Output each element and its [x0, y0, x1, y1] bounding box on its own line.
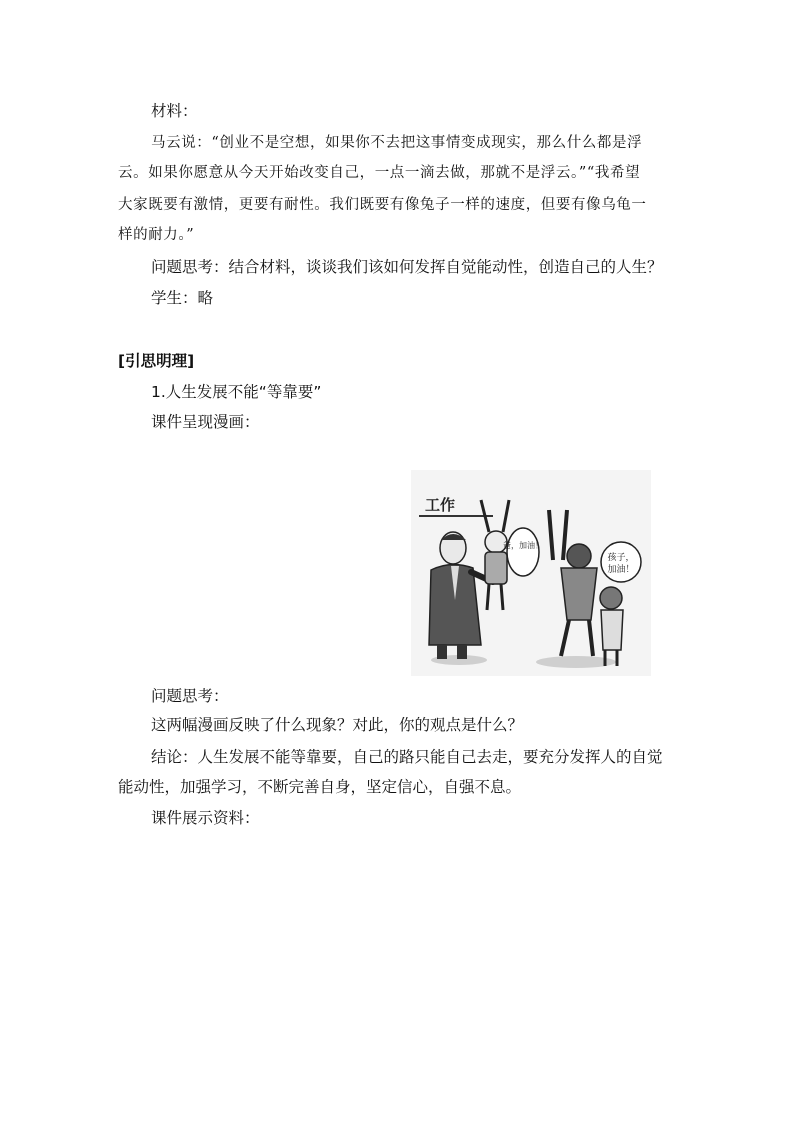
speech-bubble-right-text-2: 加油！ — [607, 565, 635, 575]
section-heading: [引思明理] — [118, 352, 195, 370]
material-label: 材料： — [151, 102, 198, 120]
speech-bubble-right-text-1: 孩子， — [607, 553, 635, 563]
quote-line-2: 云。如果你愿意从今天开始改变自己，一点一滴去做，那就不是浮云。”“我希望 — [118, 165, 641, 181]
comic-illustration — [411, 470, 651, 676]
quote-line-3: 大家既要有激情，更要有耐性。我们既要有像兔子一样的速度，但要有像乌龟一 — [118, 197, 647, 213]
question-think-2: 这两幅漫画反映了什么现象？对此，你的观点是什么？ — [151, 716, 524, 734]
student-answer: 学生：略 — [151, 289, 214, 307]
question-think-1: 问题思考：结合材料，谈谈我们该如何发挥自觉能动性，创造自己的人生？ — [151, 258, 663, 276]
question-label: 问题思考： — [151, 687, 229, 705]
conclusion-line-2: 能动性，加强学习，不断完善自身，坚定信心，自强不息。 — [118, 778, 522, 796]
speech-bubble-left-text: 爸，加油！ — [503, 541, 543, 550]
quote-line-4: 样的耐力。” — [118, 227, 195, 243]
conclusion-line-1: 结论：人生发展不能等靠要，自己的路只能自己去走，要充分发挥人的自觉 — [151, 748, 663, 766]
quote-line-1: 马云说：“创业不是空想，如果你不去把这事情变成现实，那么什么都是浮 — [151, 135, 643, 151]
speech-bubble-left — [507, 528, 539, 576]
courseware-material-label: 课件展示资料： — [151, 809, 260, 827]
courseware-comic-label: 课件呈现漫画： — [151, 413, 260, 431]
point-1: 1.人生发展不能“等靠要” — [151, 383, 322, 401]
comic-sign-text: 工作 — [425, 496, 456, 514]
